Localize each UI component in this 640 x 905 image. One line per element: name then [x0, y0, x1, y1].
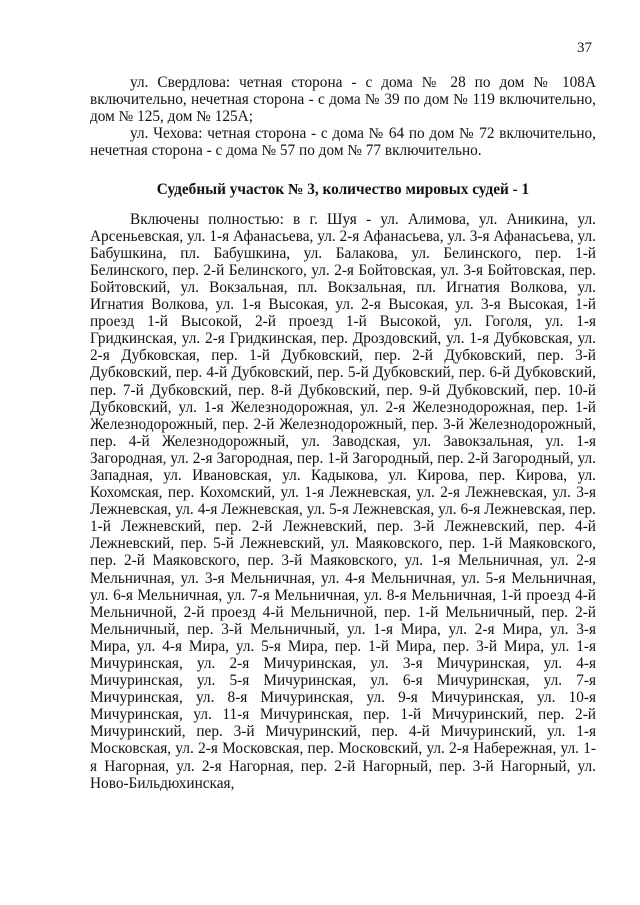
document-body	[90, 74, 596, 792]
page-number: 37	[577, 40, 592, 56]
paragraph-sverdlova: ул. Свердлова: четная сторона - с дома № 28 по дом № 108А включительно, нечетная сторона - с дома № 39 по дом № 119 включительно, дом № 125, дом № 125А;	[90, 74, 596, 126]
paragraph-chekhova: ул. Чехова: четная сторона - с дома № 64 по дом № 72 включительно, нечетная сторона - с дома № 57 по дом № 77 включительно.	[90, 125, 596, 160]
section-body-paragraph: Включены полностью: в г. Шуя - ул. Алимова, ул. Аникина, ул. Арсеньевская, ул. 1-я Афанасьева, ул. 2-я Афанасьева, ул. 3-я Афанасьева, ул. Бабушкина, пл. Бабушкина, ул. Балакова, ул. Белинского, пер. 1-й Белинского, пер. 2-й Белинского, ул. 2-я Бойтовская, ул. 3-я Бойтовская, пер. Бойтовский, ул. Вокзальная, пл. Вокзальная, пл. Игнатия Волкова, ул. Игнатия Волкова, ул. 1-я Высокая, ул. 2-я Высокая, ул. 3-я Высокая, 1-й проезд 1-й Высокой, 2-й проезд 1-й Высокой, ул. Гоголя, ул. 1-я Гридкинская, ул. 2-я Гридкинская, пер. Дроздовский, ул. 1-я Дубковская, ул. 2-я Дубковская, пер. 1-й Дубковский, пер. 2-й Дубковский, пер. 3-й Дубковский, пер. 4-й Дубковский, пер. 5-й Дубковский, пер. 6-й Дубковский, пер. 7-й Дубковский, пер. 8-й Дубковский, пер. 9-й Дубковский, пер. 10-й Дубковский, ул. 1-я Железнодорожная, ул. 2-я Железнодорожная, пер. 1-й Железнодорожный, пер. 2-й Железнодорожный, пер. 3-й Железнодорожный, пер. 4-й Железнодорожный, ул. Заводская, ул. Завокзальная, ул. 1-я Загородная, ул. 2-я Загородная, пер. 1-й Загородный, пер. 2-й Загородный, ул. Западная, ул. Ивановская, ул. Кадыкова, ул. Кирова, пер. Кирова, ул. Кохомская, пер. Кохомский, ул. 1-я Лежневская, ул. 2-я Лежневская, ул. 3-я Лежневская, ул. 4-я Лежневская, ул. 5-я Лежневская, ул. 6-я Лежневская, пер. 1-й Лежневский, пер. 2-й Лежневский, пер. 3-й Лежневский, пер. 4-й Лежневский, пер. 5-й Лежневский, ул. Маяковского, пер. 1-й Маяковского, пер. 2-й Маяковского, пер. 3-й Маяковского, ул. 1-я Мельничная, ул. 2-я Мельничная, ул. 3-я Мельничная, ул. 4-я Мельничная, ул. 5-я Мельничная, ул. 6-я Мельничная, ул. 7-я Мельничная, ул. 8-я Мельничная, 1-й проезд 4-й Мельничной, 2-й проезд 4-й Мельничной, пер. 1-й Мельничный, пер. 2-й Мельничный, пер. 3-й Мельничный, ул. 1-я Мира, ул. 2-я Мира, ул. 3-я Мира, ул. 4-я Мира, ул. 5-я Мира, пер. 1-й Мира, пер. 3-й Мира, ул. 1-я Мичуринская, ул. 2-я Мичуринская, ул. 3-я Мичуринская, ул. 4-я Мичуринская, ул. 5-я Мичуринская, ул. 6-я Мичуринская, ул. 7-я Мичуринская, ул. 8-я Мичуринская, ул. 9-я Мичуринская, ул. 10-я Мичуринская, ул. 11-я Мичуринская, пер. 1-й Мичуринский, пер. 2-й Мичуринский, пер. 3-й Мичуринский, пер. 4-й Мичуринский, ул. 1-я Московская, ул. 2-я Московская, пер. Московский, ул. 2-я Набережная, ул. 1-я Нагорная, ул. 2-я Нагорная, пер. 2-й Нагорный, пер. 3-й Нагорный, ул. Ново-Бильдюхинская,	[90, 210, 596, 792]
section-heading: Судебный участок № 3, количество мировых судей - 1	[156, 181, 530, 199]
